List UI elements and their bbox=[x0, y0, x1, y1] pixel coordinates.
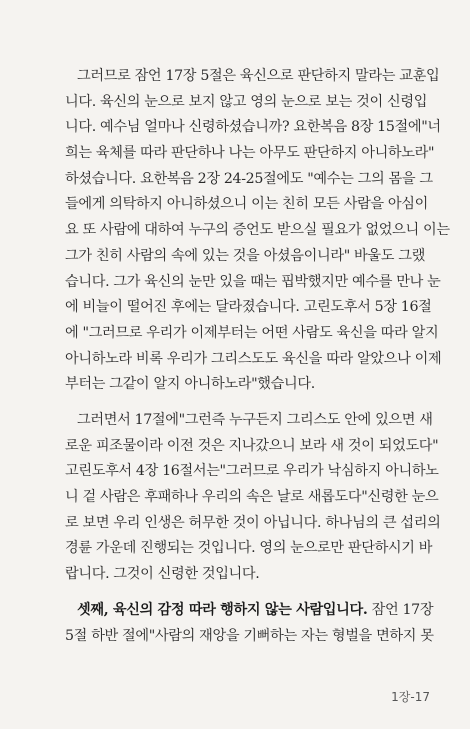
text-line: 아니하노라 비록 우리가 그리스도도 육신을 따라 알았으나 이제 bbox=[65, 350, 442, 367]
text-line: 5절 하반 절에"사람의 재앙을 기뻐하는 자는 형벌을 면하지 못 bbox=[65, 627, 434, 644]
text-line: 니다. 예수님 얼마나 신령하셨습니까? 요한복음 8장 15절에"너 bbox=[65, 119, 441, 136]
text-line: 요 또 사람에 대하여 누구의 증언도 받으실 필요가 없었으니 이는 bbox=[65, 222, 450, 239]
text-line: 고린도후서 4장 16절서는"그러므로 우리가 낙심하지 아니하노 bbox=[65, 463, 439, 480]
text-line: 습니다. 그가 육신의 눈만 있을 때는 핍박했지만 예수를 만나 눈 bbox=[65, 273, 441, 290]
text-line: 니다. 육신의 눈으로 보지 않고 영의 눈으로 보는 것이 신령입 bbox=[65, 93, 428, 110]
text-line: 니 겉 사람은 후패하나 우리의 속은 날로 새롭도다"신령한 눈으 bbox=[65, 489, 439, 506]
text-line: 경륜 가운데 진행되는 것입니다. 영의 눈으로만 판단하시기 바 bbox=[65, 540, 433, 557]
paragraph-1 bbox=[65, 64, 450, 398]
text-line: 그러면서 17절에"그런즉 누구든지 그리스도 안에 있으면 새 bbox=[77, 412, 433, 428]
paragraph-2 bbox=[65, 408, 441, 588]
text-line: 에 "그러므로 우리가 이제부터는 어떤 사람도 육신을 따라 알지 bbox=[65, 324, 439, 341]
page-number: 1장-17 bbox=[391, 690, 430, 704]
text-line: 에 비늘이 떨어진 후에는 달라졌습니다. 고린도후서 5장 16절 bbox=[65, 299, 432, 316]
text-line bbox=[65, 598, 434, 624]
text-line: 희는 육체를 따라 판단하나 나는 아무도 판단하지 아니하노라" bbox=[65, 145, 435, 162]
section-heading: 셋째, 육신의 감정 따라 행하지 않는 사람입니다. bbox=[77, 602, 368, 618]
text-span: 잠언 17장 bbox=[367, 602, 434, 618]
text-line: 부터는 그같이 알지 아니하노라"했습니다. bbox=[65, 376, 315, 393]
text-line: 그가 친히 사람의 속에 있는 것을 아셨음이니라" 바울도 그랬 bbox=[65, 247, 425, 264]
text-line: 랍니다. 그것이 신령한 것입니다. bbox=[65, 566, 260, 583]
text-line: 들에게 의탁하지 아니하셨으니 이는 친히 모든 사람을 아심이 bbox=[65, 196, 428, 213]
text-line: 하셨습니다. 요한복음 2장 24-25절에도 "예수는 그의 몸을 그 bbox=[65, 170, 433, 187]
paragraph-3 bbox=[65, 598, 434, 649]
text-line: 로운 피조물이라 이전 것은 지나갔으니 보라 새 것이 되었도다" bbox=[65, 437, 439, 454]
text-line: 그러므로 잠언 17장 5절은 육신으로 판단하지 말라는 교훈입 bbox=[77, 68, 440, 84]
text-line: 로 보면 우리 인생은 허무한 것이 아닙니다. 하나님의 큰 섭리의 bbox=[65, 514, 441, 531]
